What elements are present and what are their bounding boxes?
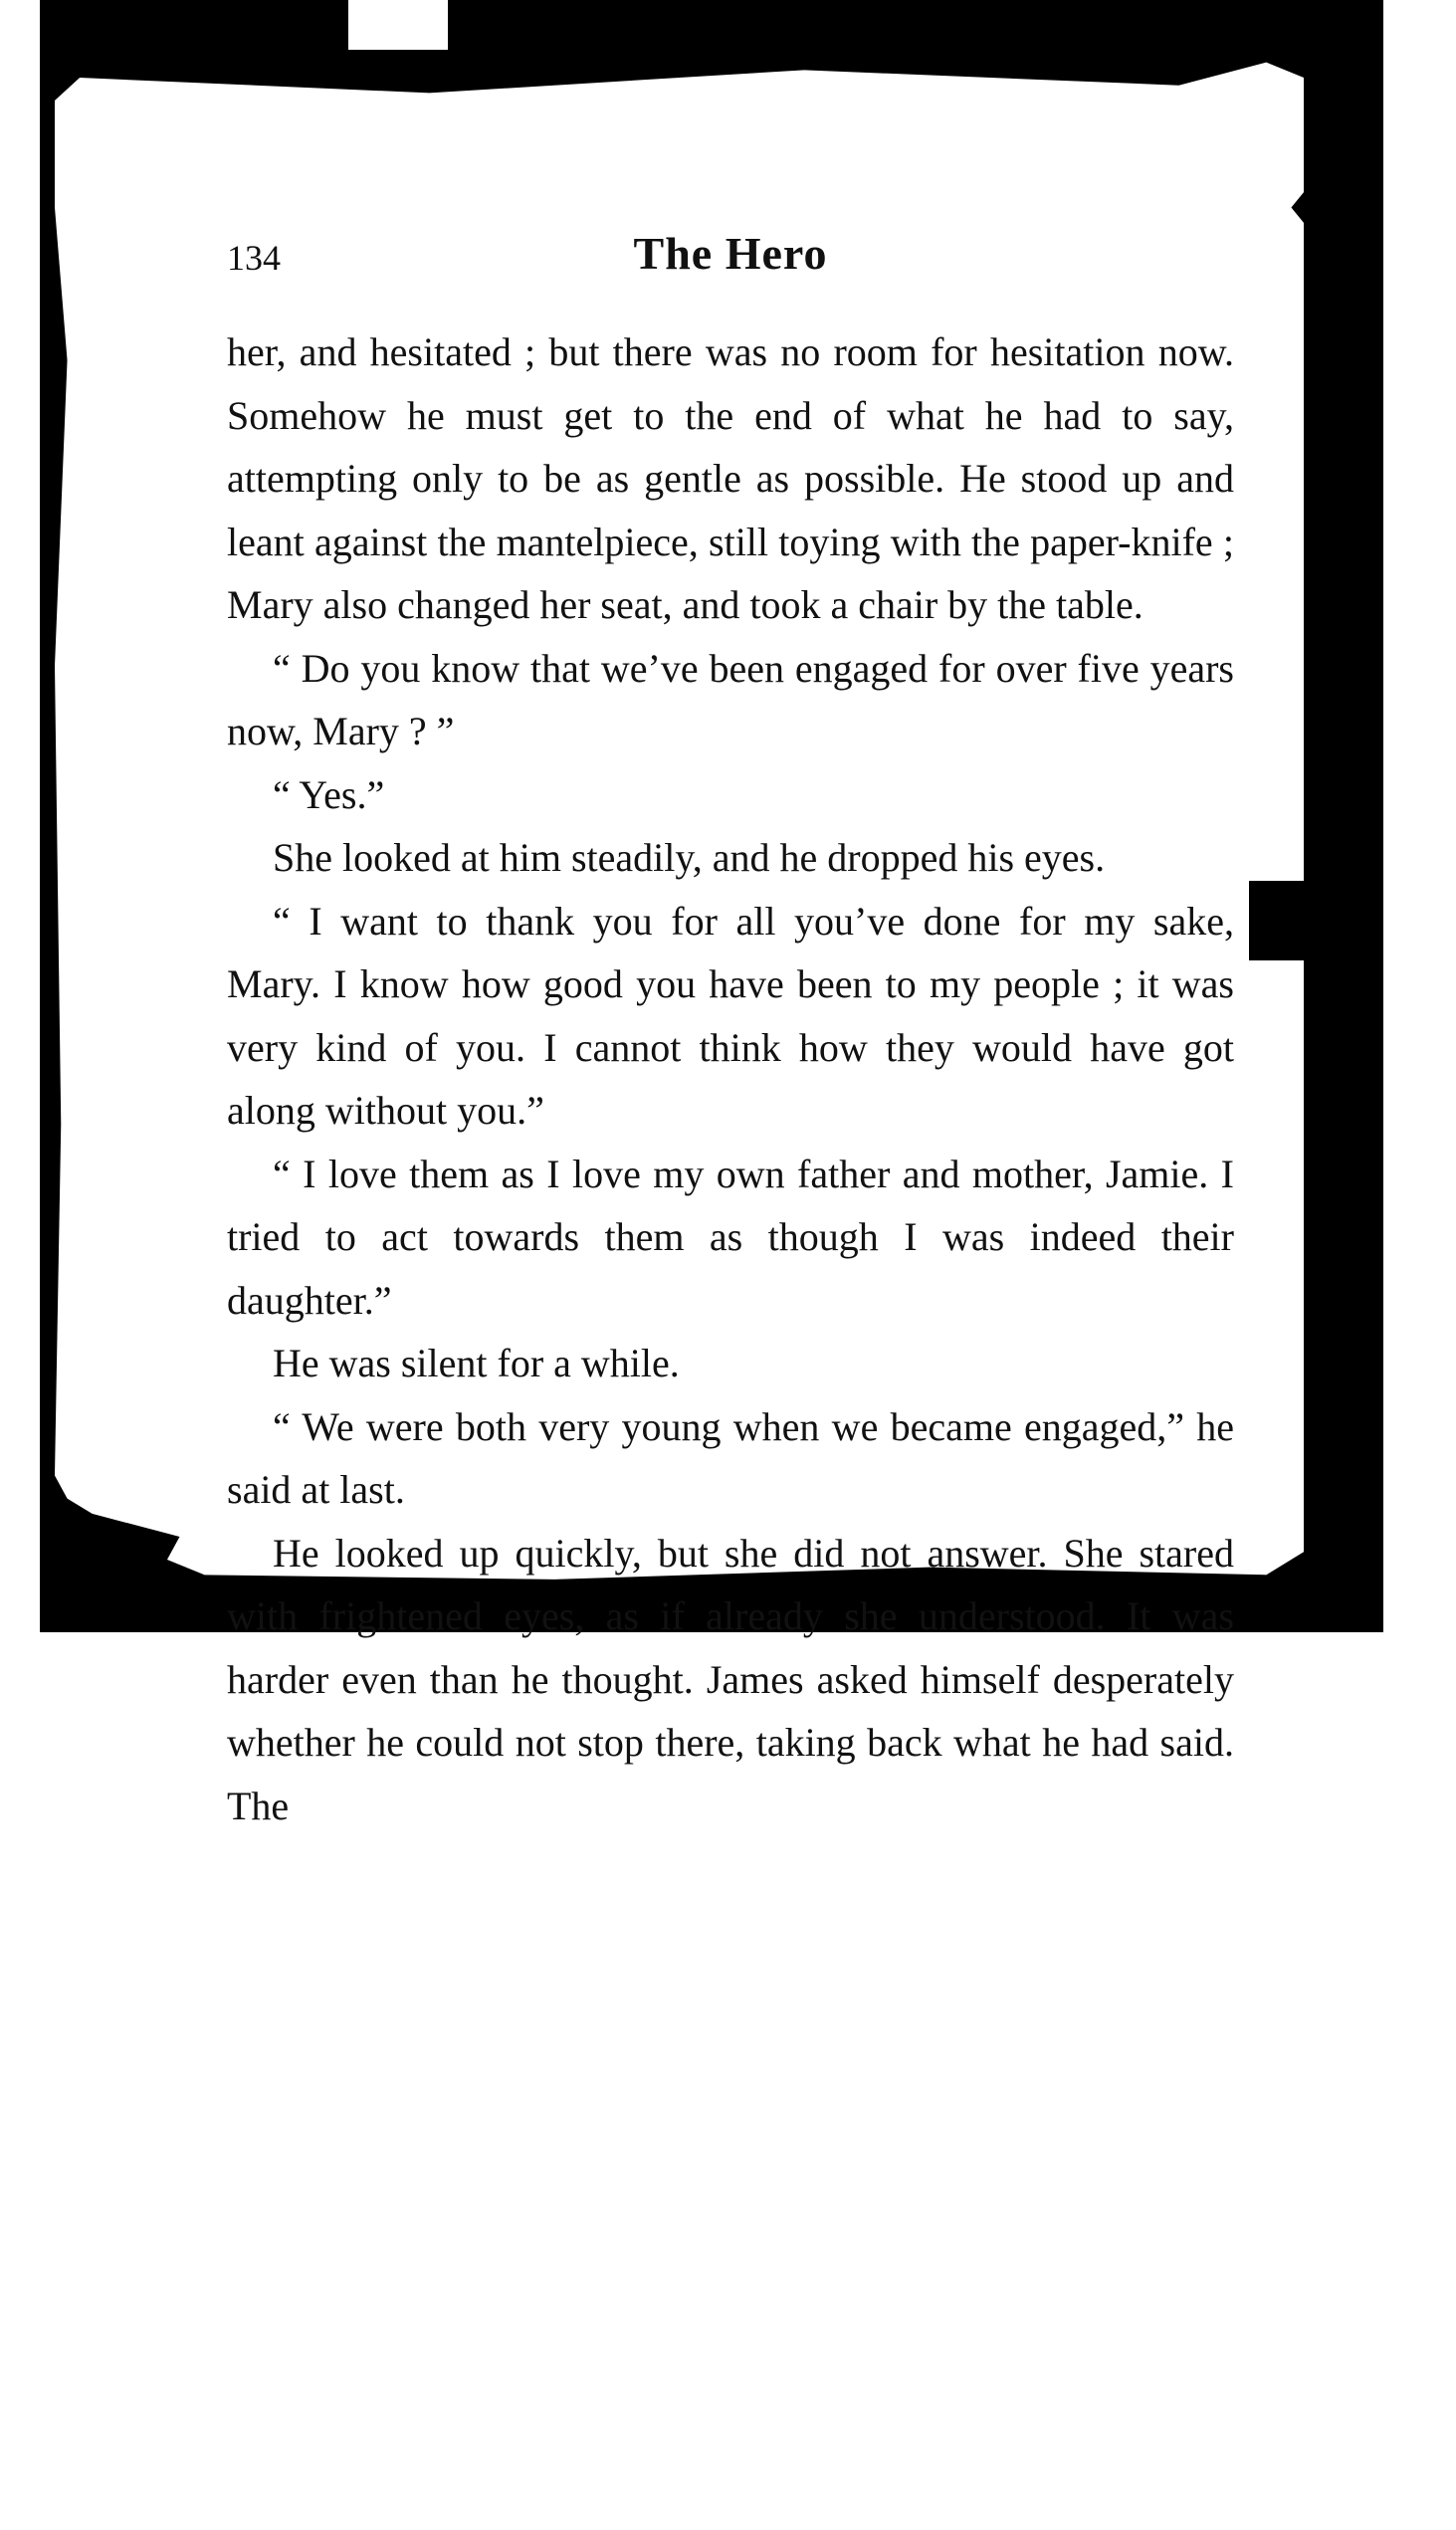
page-number: 134 <box>227 238 281 278</box>
paragraph: “ We were both very young when we became engaged,” he said at last. <box>227 1403 1234 1512</box>
paragraph: her, and hesitated ; but there was no room for hesitation now. Somehow he must get to the end of what he had to say, attempting only to be as gentle as possible. He stood up and leant against the mantelpiece, still toying with the paper-knife ; Mary also changed her seat, and took a chair by the table. <box>227 329 1234 627</box>
scan-edge-gap <box>348 0 448 50</box>
paragraph: She looked at him steadily, and he dropped his eyes. <box>273 835 1106 880</box>
paragraph: “ Yes.” <box>273 771 385 817</box>
scan-edge-notch <box>1249 881 1309 960</box>
paragraph: He was silent for a while. <box>273 1341 680 1385</box>
paragraph: “ I love them as I love my own father and mother, Jamie. I tried to act towards them as though I was indeed their daughter.” <box>227 1151 1234 1323</box>
page-header <box>227 227 1234 287</box>
paragraph: He looked up quickly, but she did not answer. She stared with frightened eyes, as if already she understood. It was harder even than he thought. James asked himself desperately whether he could not stop there, taking back what he had said. The <box>227 1530 1234 1828</box>
paragraph: “ Do you know that we’ve been engaged for over five years now, Mary ? ” <box>227 645 1234 753</box>
page-body <box>227 320 1234 1837</box>
running-title: The Hero <box>633 228 828 279</box>
paragraph: “ I want to thank you for all you’ve done for my sake, Mary. I know how good you have been to my people ; it was very kind of you. I cannot think how they would have got along without you.” <box>227 898 1234 1133</box>
